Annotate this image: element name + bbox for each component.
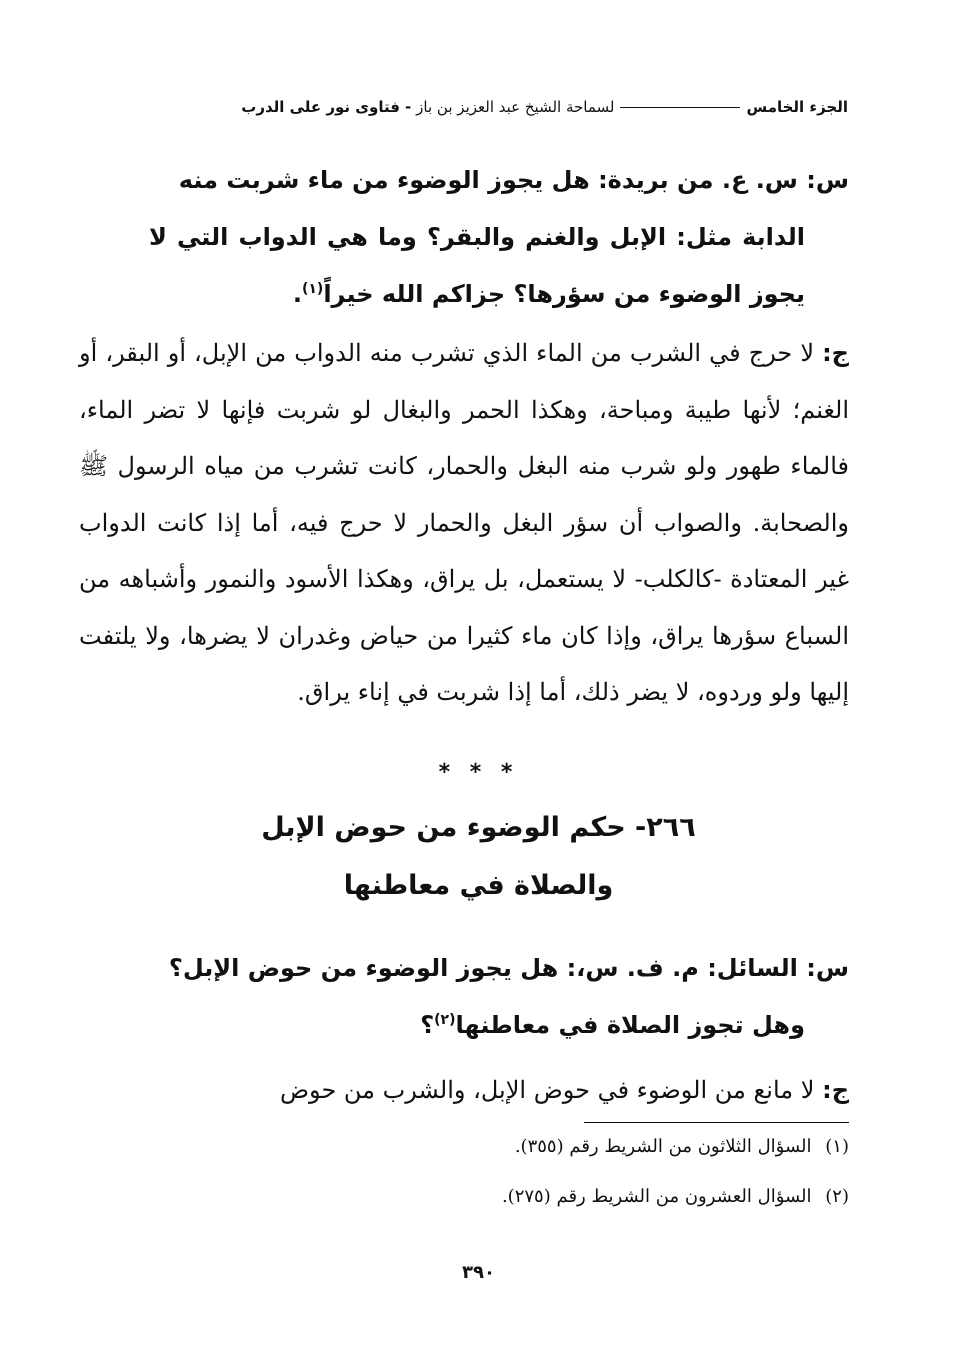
- question-end-mark: .: [292, 280, 302, 308]
- question-text: وهل تجوز الصلاة في معاطنها: [455, 1011, 805, 1039]
- answer-text: لا حرج في الشرب من الماء الذي تشرب منه الدواب من الإبل، أو البقر، أو الغنم؛ لأنها طيبة ومباحة، وهكذا الحمر والبغال لو شربت فإنها لا تضر الماء، فالماء طهور ولو شرب منه البغل والحمار، كانت تشرب من مياه الرسول ﷺ والصحابة. والصواب أن سؤر البغل والحمار لا حرج فيه، أما إذا كانت الدواب غير المعتادة -كالكلب- لا يستعمل، بل يراق، وهكذا الأسود والنمور وأشباهه من السباع سؤرها يراق، وإذا كان ماء كثيرا من حياض وغدران لا يضرها، ولا يلتفت إليها ولو وردوه، لا يضر ذلك، أما إذا شربت في إناء يراق.: [79, 339, 849, 706]
- header-separator: -: [404, 98, 412, 116]
- footnote-1: [149, 1136, 849, 1157]
- header-author: لسماحة الشيخ عبد العزيز بن باز: [416, 98, 615, 116]
- running-header: [80, 92, 848, 122]
- footnote-ref-2: (٢): [434, 1012, 456, 1028]
- question-1: [149, 152, 849, 323]
- answer-label: ج:: [822, 339, 849, 367]
- section-subtitle: والصلاة في معاطنها: [343, 870, 614, 901]
- footnote-divider: [584, 1122, 849, 1123]
- footnote-number: (١): [825, 1136, 849, 1157]
- question-first-line: السائل: م. ف. س،: هل يجوز الوضوء من حوض الإبل؟: [168, 954, 798, 982]
- section-title: ٢٦٦- حكم الوضوء من حوض الإبل: [261, 812, 696, 843]
- section-separator: * * *: [438, 760, 519, 785]
- footnote-text: السؤال الثلاثون من الشريط رقم (٣٥٥).: [514, 1136, 812, 1157]
- question-label: س:: [806, 954, 849, 982]
- answer-1: [79, 325, 849, 721]
- footnote-text: السؤال العشرون من الشريط رقم (٢٧٥).: [501, 1186, 812, 1207]
- header-book-title: فتاوى نور على الدرب: [241, 98, 400, 116]
- question-label: س:: [806, 166, 849, 194]
- question-end-mark: ؟: [420, 1011, 435, 1039]
- footnote-2: [149, 1186, 849, 1207]
- question-266: [149, 940, 849, 1054]
- question-continuation: [149, 997, 849, 1054]
- page-number: ٣٩٠: [462, 1262, 495, 1283]
- question-text: الدابة مثل: الإبل والغنم والبقر؟ وما هي الدواب التي لا يجوز الوضوء من سؤرها؟ جزاكم الله خيراً: [149, 223, 805, 308]
- header-rule: [620, 107, 740, 108]
- answer-label: ج:: [822, 1076, 849, 1104]
- footnote-number: (٢): [825, 1186, 849, 1207]
- answer-266: [79, 1062, 849, 1119]
- question-continuation: [149, 209, 849, 323]
- answer-text: لا مانع من الوضوء في حوض الإبل، والشرب من حوض: [280, 1076, 815, 1104]
- question-first-line: س. ع. من بريدة: هل يجوز الوضوء من ماء شربت منه: [178, 166, 798, 194]
- footnote-ref-1: (١): [301, 281, 324, 297]
- header-volume: الجزء الخامس: [746, 98, 848, 116]
